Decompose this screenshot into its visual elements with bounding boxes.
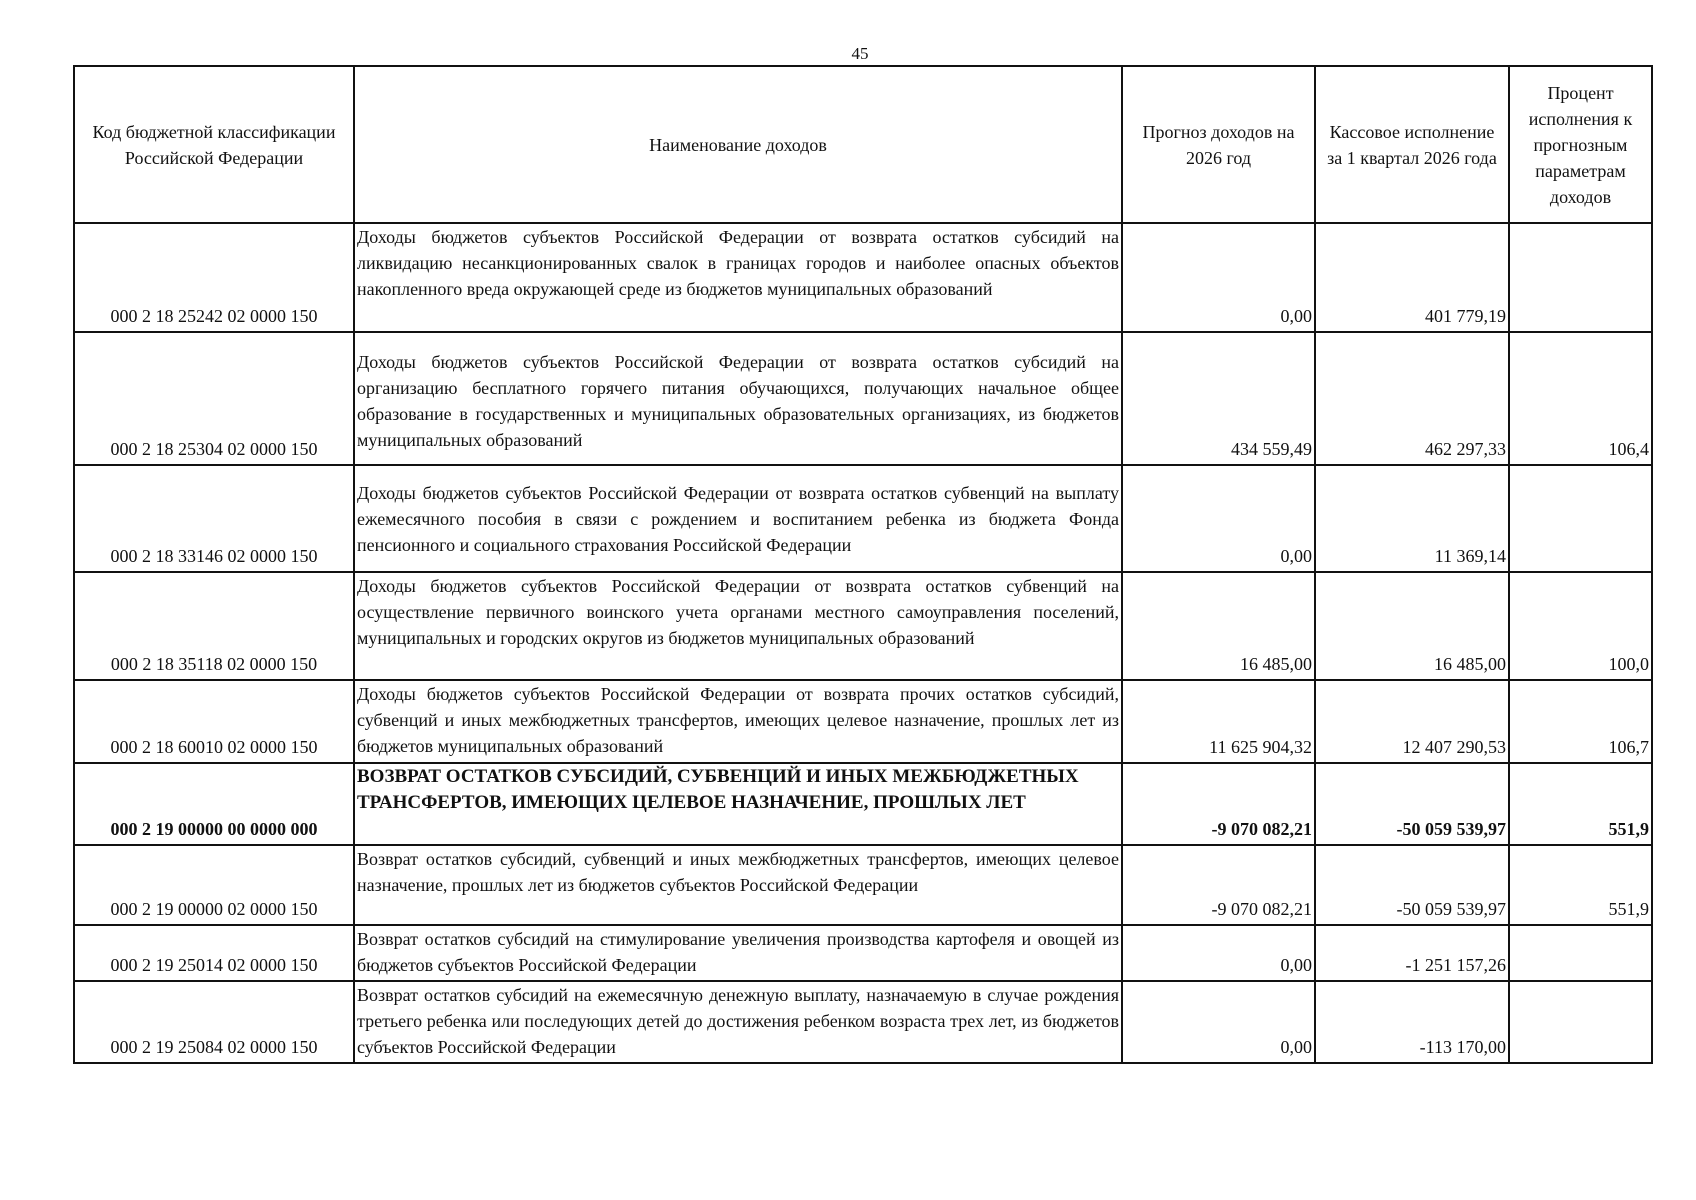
row-percent [1509,465,1652,572]
row-code: 000 2 18 25304 02 0000 150 [74,332,354,465]
row-forecast: 434 559,49 [1122,332,1315,465]
row-percent: 551,9 [1509,845,1652,925]
table-row [74,680,1652,763]
row-percent [1509,981,1652,1063]
row-execution: -50 059 539,97 [1315,845,1509,925]
row-forecast: -9 070 082,21 [1122,763,1315,845]
row-execution: 16 485,00 [1315,572,1509,680]
row-name: Доходы бюджетов субъектов Российской Федерации от возврата остатков субсидий на ликвидацию несанкционированных свалок в границах городов и наиболее опасных объектов накопленного вреда окружающей среде из бюджетов муниципальных образований [354,223,1122,332]
revenue-table [73,65,1653,1064]
table-row [74,332,1652,465]
header-forecast: Прогноз доходов на 2026 год [1122,66,1315,223]
row-code: 000 2 19 25084 02 0000 150 [74,981,354,1063]
table-header-row [74,66,1652,223]
row-name: Возврат остатков субсидий на стимулирование увеличения производства картофеля и овощей из бюджетов субъектов Российской Федерации [354,925,1122,981]
row-name: Доходы бюджетов субъектов Российской Федерации от возврата прочих остатков субсидий, субвенций и иных межбюджетных трансфертов, имеющих целевое назначение, прошлых лет из бюджетов муниципальных образований [354,680,1122,763]
row-name: Доходы бюджетов субъектов Российской Федерации от возврата остатков субвенций на осуществление первичного воинского учета органами местного самоуправления поселений, муниципальных и городских округов из бюджетов муниципальных образований [354,572,1122,680]
row-forecast: -9 070 082,21 [1122,845,1315,925]
row-name: ВОЗВРАТ ОСТАТКОВ СУБСИДИЙ, СУБВЕНЦИЙ И ИНЫХ МЕЖБЮДЖЕТНЫХ ТРАНСФЕРТОВ, ИМЕЮЩИХ ЦЕЛЕВОЕ НАЗНАЧЕНИЕ, ПРОШЛЫХ ЛЕТ [354,763,1122,845]
row-forecast: 16 485,00 [1122,572,1315,680]
row-code: 000 2 19 00000 02 0000 150 [74,845,354,925]
row-execution: -1 251 157,26 [1315,925,1509,981]
row-percent: 100,0 [1509,572,1652,680]
row-percent [1509,925,1652,981]
row-code: 000 2 18 60010 02 0000 150 [74,680,354,763]
header-percent: Процент исполнения к прогнозным параметрам доходов [1509,66,1652,223]
row-name: Возврат остатков субсидий на ежемесячную денежную выплату, назначаемую в случае рождения третьего ребенка или последующих детей до достижения ребенком возраста трех лет, из бюджетов субъектов Российской Федерации [354,981,1122,1063]
row-execution: 401 779,19 [1315,223,1509,332]
row-name: Доходы бюджетов субъектов Российской Федерации от возврата остатков субвенций на выплату ежемесячного пособия в связи с рождением и воспитанием ребенка из бюджета Фонда пенсионного и социального страхования Российской Федерации [354,465,1122,572]
header-name: Наименование доходов [354,66,1122,223]
table-row-total [74,763,1652,845]
row-forecast: 0,00 [1122,223,1315,332]
row-code: 000 2 19 25014 02 0000 150 [74,925,354,981]
table-row [74,925,1652,981]
table-row [74,465,1652,572]
row-forecast: 11 625 904,32 [1122,680,1315,763]
row-execution: -113 170,00 [1315,981,1509,1063]
row-name: Возврат остатков субсидий, субвенций и иных межбюджетных трансфертов, имеющих целевое назначение, прошлых лет из бюджетов субъектов Российской Федерации [354,845,1122,925]
row-execution: 12 407 290,53 [1315,680,1509,763]
row-code: 000 2 18 35118 02 0000 150 [74,572,354,680]
row-code: 000 2 18 25242 02 0000 150 [74,223,354,332]
row-execution: -50 059 539,97 [1315,763,1509,845]
table-row [74,572,1652,680]
row-percent: 106,4 [1509,332,1652,465]
row-forecast: 0,00 [1122,465,1315,572]
row-code: 000 2 19 00000 00 0000 000 [74,763,354,845]
row-execution: 11 369,14 [1315,465,1509,572]
row-execution: 462 297,33 [1315,332,1509,465]
header-code: Код бюджетной классификации Российской Федерации [74,66,354,223]
row-code: 000 2 18 33146 02 0000 150 [74,465,354,572]
page-number: 45 [851,44,869,63]
table-row [74,981,1652,1063]
table-row [74,223,1652,332]
row-percent [1509,223,1652,332]
table-row [74,845,1652,925]
row-forecast: 0,00 [1122,981,1315,1063]
header-execution: Кассовое исполнение за 1 квартал 2026 года [1315,66,1509,223]
row-name: Доходы бюджетов субъектов Российской Федерации от возврата остатков субсидий на организацию бесплатного горячего питания обучающихся, получающих начальное общее образование в государственных и муниципальных образовательных организациях, из бюджетов муниципальных образований [354,332,1122,465]
row-forecast: 0,00 [1122,925,1315,981]
row-percent: 551,9 [1509,763,1652,845]
row-percent: 106,7 [1509,680,1652,763]
